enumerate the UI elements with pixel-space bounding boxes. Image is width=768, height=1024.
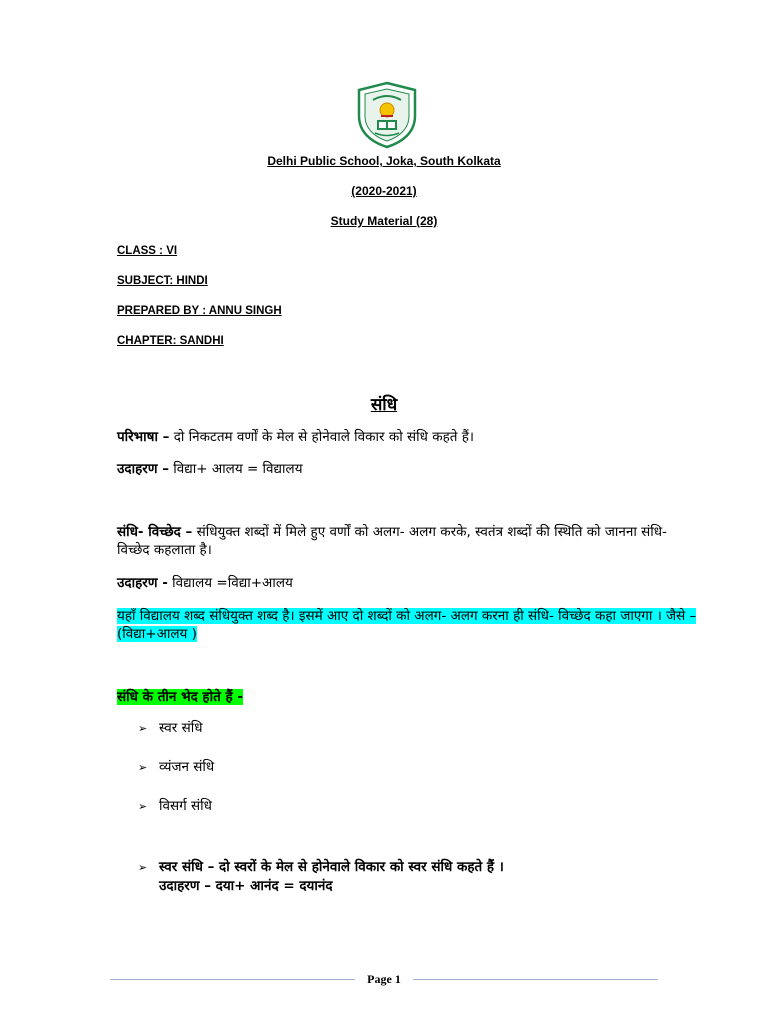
list-item (138, 719, 203, 738)
list-item (138, 797, 212, 816)
viched-label: संधि- विच्छेद – (117, 524, 193, 540)
highlight-paragraph (117, 607, 697, 643)
arrow-bullet-icon: ➢ (138, 800, 148, 813)
chapter-label: CHAPTER: SANDHI (117, 335, 224, 347)
example-1-label: उदाहरण – (117, 461, 169, 477)
type-visarg: विसर्ग संधि (159, 798, 212, 814)
definition-label: परिभाषा – (117, 429, 170, 445)
class-label: CLASS : VI (117, 245, 178, 257)
arrow-bullet-icon: ➢ (138, 761, 148, 774)
types-heading: संधि के तीन भेद होते हैं - (117, 689, 243, 705)
study-material-title: Study Material (28) (330, 214, 438, 228)
example-2-paragraph (117, 574, 697, 592)
types-heading-paragraph (117, 688, 697, 706)
definition-paragraph (117, 428, 697, 446)
swar-example: उदाहरण – दया+ आनंद = दयानंद (159, 878, 333, 894)
arrow-bullet-icon: ➢ (138, 861, 148, 874)
subject-label: SUBJECT: HINDI (117, 275, 208, 287)
prepared-by-label: PREPARED BY : ANNU SINGH (117, 305, 282, 317)
example-2-label: उदाहरण - (117, 575, 168, 591)
example-1-paragraph (117, 460, 697, 478)
school-crest-logo (355, 80, 419, 150)
type-vyanjan: व्यंजन संधि (159, 759, 215, 775)
example-2-text: विद्यालय =विद्या+आलय (167, 575, 293, 591)
list-item (138, 858, 504, 895)
page-number: Page 1 (367, 972, 401, 986)
viched-text: संधियुक्त शब्दों में मिले हुए वर्णों को अलग- अलग करके, स्वतंत्र शब्दों की स्थिति को जानना संधि- विच्छेद कहलाता है। (117, 524, 667, 558)
school-name: Delhi Public School, Joka, South Kolkata (267, 154, 501, 168)
type-swar: स्वर संधि (159, 720, 203, 736)
swar-definition: स्वर संधि – दो स्वरों के मेल से होनेवाले विकार को स्वर संधि कहते हैं । (159, 859, 504, 875)
list-item (138, 758, 214, 777)
arrow-bullet-icon: ➢ (138, 722, 148, 735)
definition-text: दो निकटतम वर्णों के मेल से होनेवाले विकार को संधि कहते हैं। (169, 429, 475, 445)
viched-paragraph (117, 523, 697, 559)
page-title: संधि (370, 395, 398, 415)
academic-session: (2020-2021) (351, 184, 417, 198)
highlighted-explanation: यहाँ विद्यालय शब्द संधियुक्त शब्द है। इसमें आए दो शब्दों को अलग- अलग करना ही संधि- विच्छेद कहा जाएगा । जैसे – (विद्या+आलय ) (117, 608, 697, 642)
example-1-text: विद्या+ आलय = विद्यालय (168, 461, 303, 477)
